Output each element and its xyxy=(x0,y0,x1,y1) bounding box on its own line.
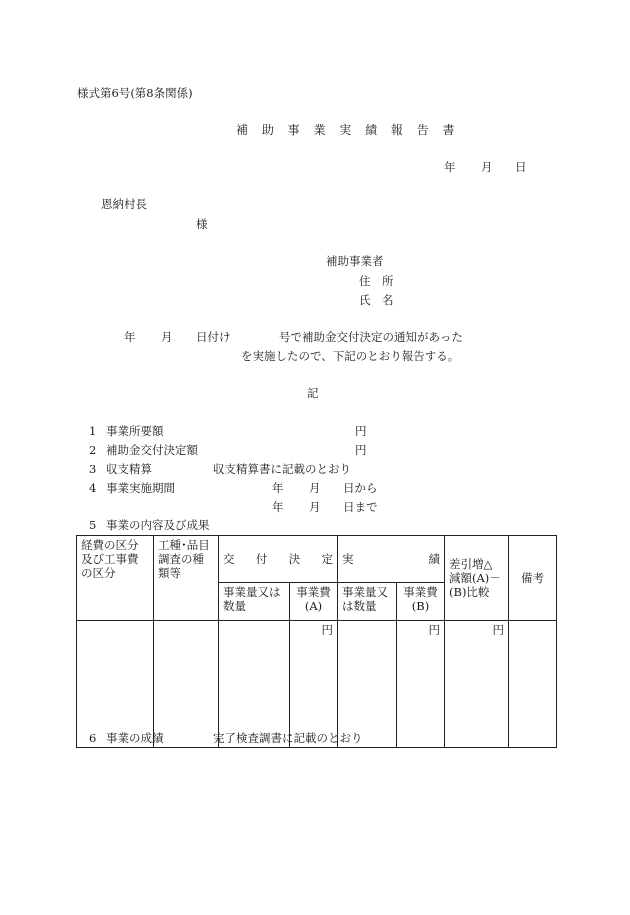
item-label: 補助金交付決定額 xyxy=(106,443,198,457)
jisseki-char: 績 xyxy=(428,552,440,566)
cell-jisseki-cost: 円 xyxy=(397,621,445,748)
period-to-month: 月 xyxy=(309,500,321,514)
item-label: 収支精算 xyxy=(106,462,152,476)
period-from-tail: 日から xyxy=(343,481,378,495)
item-value: 収支精算書に記載のとおり xyxy=(213,462,351,476)
item-num: 4 xyxy=(89,481,97,495)
jisseki-char: 実 xyxy=(342,552,354,566)
header-jisseki-group xyxy=(338,536,445,583)
kofu-char: 定 xyxy=(321,552,333,566)
item-num: 6 xyxy=(89,731,97,745)
addressee-name: 恩納村長 xyxy=(101,197,147,211)
results-table xyxy=(76,535,557,748)
date-day: 日 xyxy=(515,160,527,174)
notice-line2: を実施したので、下記のとおり報告する。 xyxy=(241,349,460,363)
cell-remarks xyxy=(509,621,557,748)
notice-dated: 日付け xyxy=(196,330,231,344)
kofu-char: 交 xyxy=(223,552,235,566)
date-year: 年 xyxy=(444,160,456,174)
item-num: 5 xyxy=(89,518,97,532)
date-month: 月 xyxy=(481,160,493,174)
applicant-address: 住 所 xyxy=(359,274,394,288)
period-to-tail: 日まで xyxy=(343,500,378,514)
addressee-honorific: 様 xyxy=(196,217,208,231)
form-label: 様式第6号(第8条関係) xyxy=(77,86,193,100)
header-expense-category: 経費の区分 及び工事費 の区分 xyxy=(77,536,154,621)
item-value: 完了検査調書に記載のとおり xyxy=(213,731,363,745)
notice-month: 月 xyxy=(161,330,173,344)
header-jisseki-cost: 事業費 (B) xyxy=(397,583,445,621)
item-num: 2 xyxy=(89,443,97,457)
header-remarks: 備考 xyxy=(509,536,557,621)
applicant-label: 補助事業者 xyxy=(326,254,384,268)
period-to-year: 年 xyxy=(272,500,284,514)
kofu-char: 決 xyxy=(288,552,301,566)
header-jisseki-quantity: 事業量又 は数量 xyxy=(338,583,397,621)
header-kofu-group xyxy=(219,536,338,583)
document-title: 補 助 事 業 実 績 報 告 書 xyxy=(236,123,460,137)
cell-expense-category xyxy=(77,621,154,748)
cell-difference: 円 xyxy=(445,621,509,748)
ki-heading: 記 xyxy=(307,386,319,400)
notice-line1: 号で補助金交付決定の通知があった xyxy=(279,330,463,344)
cell-kofu-quantity xyxy=(219,621,290,748)
item-label: 事業実施期間 xyxy=(106,481,175,495)
item-num: 1 xyxy=(89,424,97,438)
item-value: 円 xyxy=(355,424,367,438)
item-value: 円 xyxy=(355,443,367,457)
item-num: 3 xyxy=(89,462,97,476)
header-kofu-cost: 事業費 (A) xyxy=(290,583,338,621)
applicant-name: 氏 名 xyxy=(359,293,394,307)
item-label: 事業所要額 xyxy=(106,424,164,438)
kofu-char: 付 xyxy=(255,552,268,566)
header-work-type: 工種･品目 調査の種 類等 xyxy=(154,536,219,621)
item-label: 事業の成績 xyxy=(106,731,164,745)
header-kofu-quantity: 事業量又は 数量 xyxy=(219,583,290,621)
period-from-month: 月 xyxy=(309,481,321,495)
header-difference: 差引増△ 減額(A)－ (B)比較 xyxy=(445,536,509,621)
cell-kofu-cost: 円 xyxy=(290,621,338,748)
cell-work-type xyxy=(154,621,219,748)
cell-jisseki-quantity xyxy=(338,621,397,748)
notice-year: 年 xyxy=(124,330,136,344)
item-label: 事業の内容及び成果 xyxy=(106,518,210,532)
period-from-year: 年 xyxy=(272,481,284,495)
